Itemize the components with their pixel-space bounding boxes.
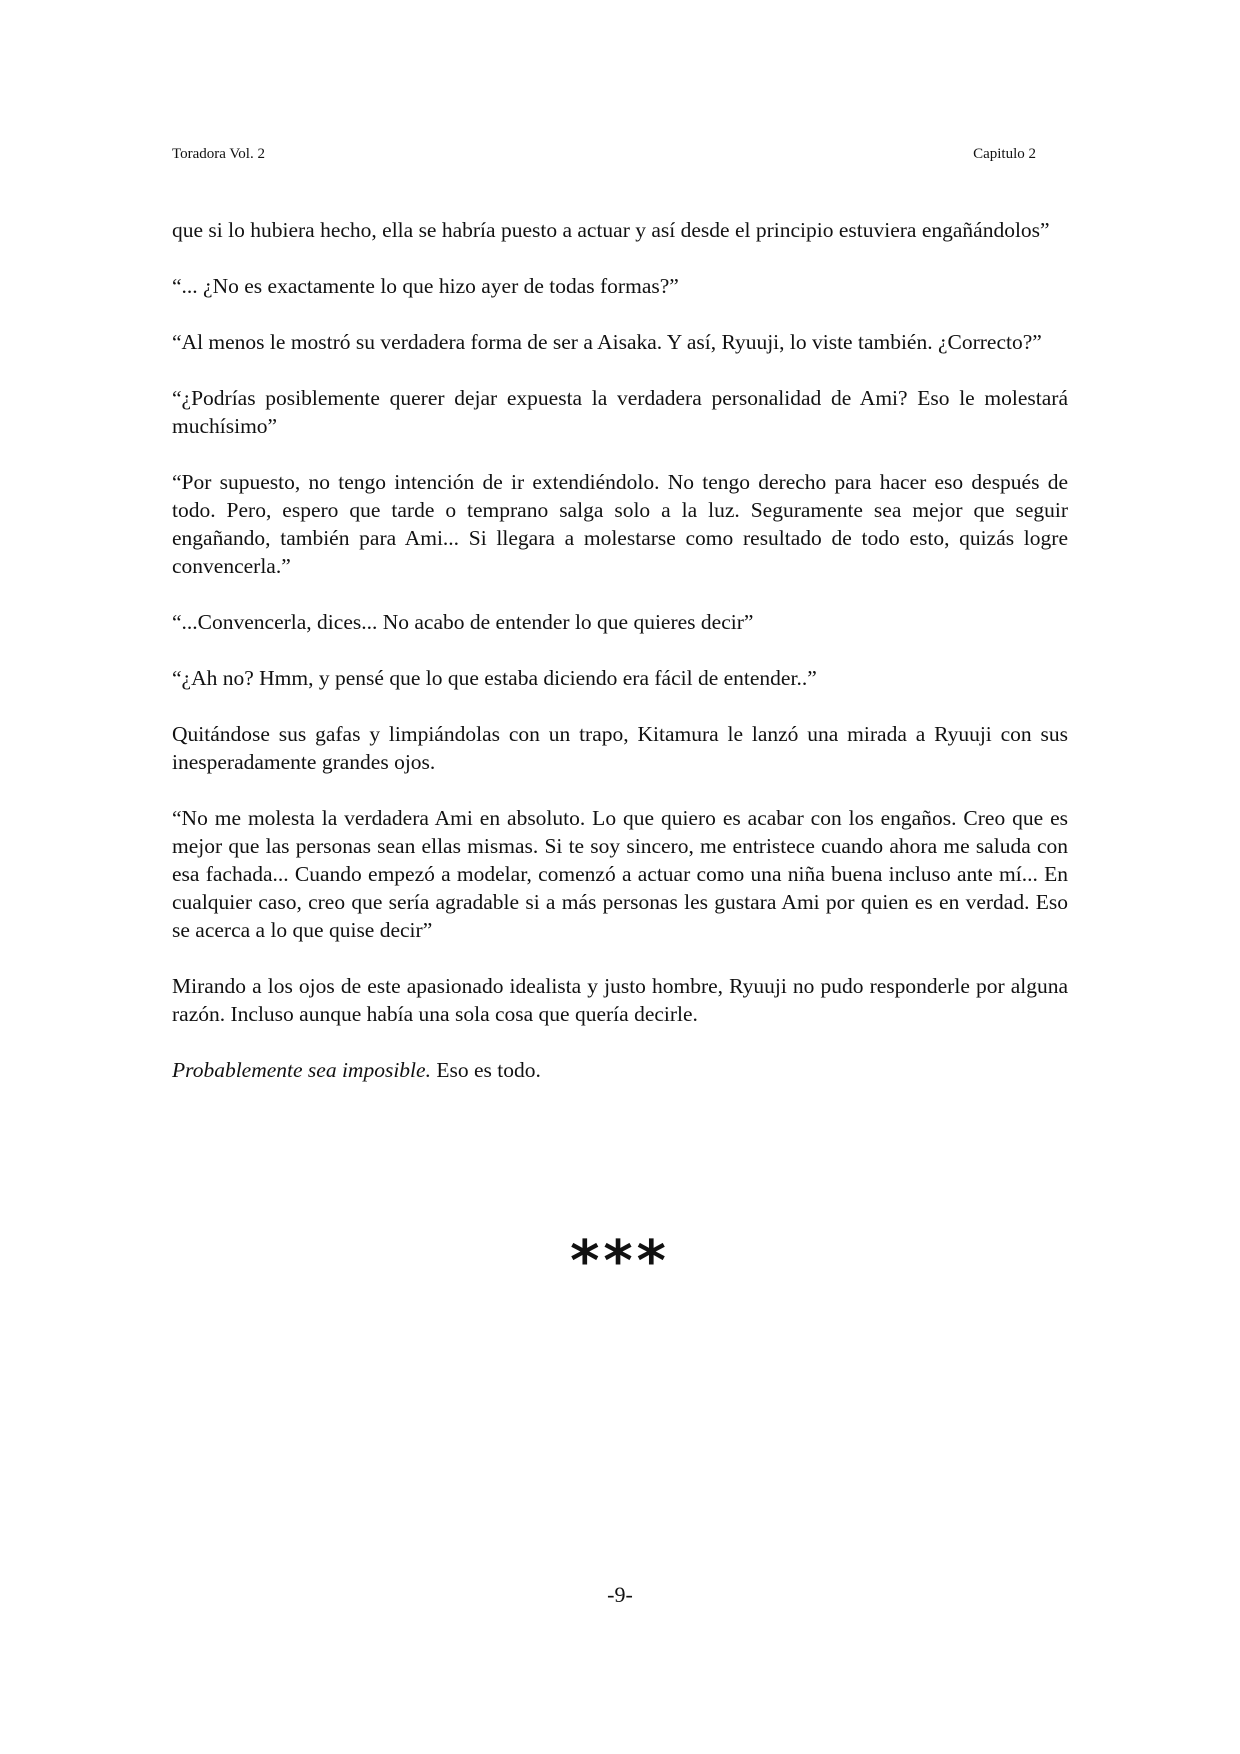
section-separator: *** — [570, 1229, 670, 1294]
paragraph: “¿Podrías posiblemente querer dejar expuesta la verdadera personalidad de Ami? Eso le molestará muchísimo” — [172, 386, 1068, 438]
paragraph: “... ¿No es exactamente lo que hizo ayer de todas formas?” — [172, 274, 679, 298]
page-number: -9- — [607, 1582, 633, 1607]
header-book-title: Toradora Vol. 2 — [172, 146, 265, 162]
paragraph: “¿Ah no? Hmm, y pensé que lo que estaba diciendo era fácil de entender..” — [172, 666, 817, 690]
header-chapter: Capitulo 2 — [973, 146, 1036, 162]
paragraph: Mirando a los ojos de este apasionado idealista y justo hombre, Ryuuji no pudo responderle por alguna razón. Incluso aunque había una sola cosa que quería decirle. — [172, 974, 1068, 1026]
paragraph: Quitándose sus gafas y limpiándolas con un trapo, Kitamura le lanzó una mirada a Ryuuji con sus inesperadamente grandes ojos. — [172, 722, 1068, 774]
final-paragraph — [172, 1056, 1068, 1084]
body-text — [172, 216, 1068, 1112]
paragraph: “Por supuesto, no tengo intención de ir extendiéndolo. No tengo derecho para hacer eso después de todo. Pero, espero que tarde o temprano salga solo a la luz. Seguramente sea mejor que seguir engañando, también para Ami... Si llegara a molestarse como resultado de todo esto, quizás logre convencerla.” — [172, 470, 1068, 578]
paragraph: “Al menos le mostró su verdadera forma de ser a Aisaka. Y así, Ryuuji, lo viste también. ¿Correcto?” — [172, 330, 1042, 354]
paragraph: “No me molesta la verdadera Ami en absoluto. Lo que quiero es acabar con los engaños. Creo que es mejor que las personas sean ellas mismas. Si te soy sincero, me entristece cuando ahora me saluda con esa fachada... Cuando empezó a modelar, comenzó a actuar como una niña buena incluso ante mí... En cualquier caso, creo que sería agradable si a más personas les gustara Ami por quien es en verdad. Eso se acerca a lo que quise decir” — [172, 806, 1068, 942]
page-header — [172, 146, 1036, 166]
final-paragraph-rest: Eso es todo. — [430, 1058, 541, 1082]
final-paragraph-italic: Probablemente sea imposible. — [172, 1058, 431, 1082]
paragraph: “...Convencerla, dices... No acabo de entender lo que quieres decir” — [172, 610, 754, 634]
paragraph: que si lo hubiera hecho, ella se habría puesto a actuar y así desde el principio estuviera engañándolos” — [172, 218, 1050, 242]
